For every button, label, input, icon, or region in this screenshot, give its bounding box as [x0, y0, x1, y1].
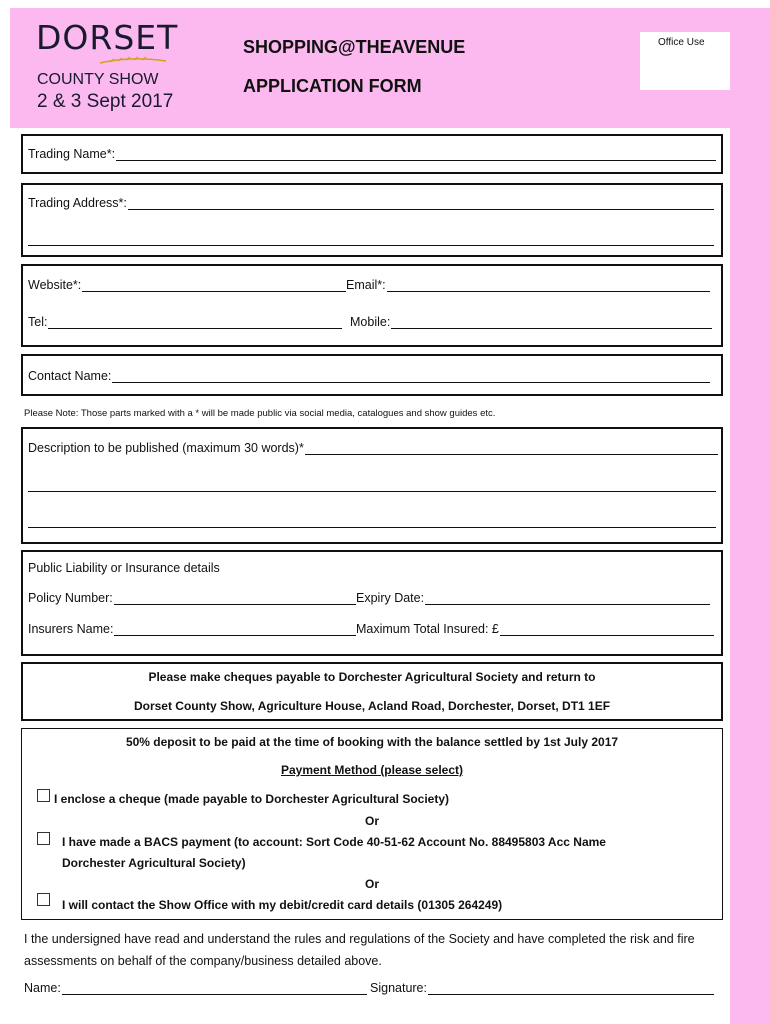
mobile-field[interactable]	[346, 315, 712, 329]
description-field[interactable]	[28, 441, 718, 455]
cheques-line1: Please make cheques payable to Dorchester Agricultural Society and return to	[148, 670, 596, 684]
description-box	[21, 427, 723, 544]
deposit-text: 50% deposit to be paid at the time of booking with the balance settled by 1st July 2017	[125, 735, 619, 749]
website-label: Website*:	[28, 278, 82, 292]
cheques-box	[21, 662, 723, 721]
cheque-checkbox[interactable]	[37, 789, 50, 802]
trading-address-box	[21, 183, 723, 257]
or-separator-2: Or	[364, 877, 379, 891]
policy-number-field[interactable]	[28, 591, 356, 605]
contact-details-box	[21, 264, 723, 347]
wheat-icon	[100, 56, 166, 66]
office-use-box	[640, 32, 730, 90]
payment-method-heading: Payment Method (please select)	[280, 763, 464, 777]
name-label: Name:	[24, 981, 61, 995]
contact-name-box	[21, 354, 723, 396]
trading-name-label: Trading Name*:	[28, 147, 116, 161]
signature-label: Signature:	[370, 981, 427, 995]
trading-address-label: Trading Address*:	[28, 196, 127, 210]
mobile-label: Mobile:	[350, 315, 391, 329]
trading-address-field[interactable]	[28, 196, 714, 210]
expiry-date-field[interactable]	[356, 591, 710, 605]
trading-address-line2[interactable]	[28, 245, 714, 246]
trading-name-box	[21, 134, 723, 174]
bacs-checkbox[interactable]	[37, 832, 50, 845]
option-card: I will contact the Show Office with my debit/credit card details (01305 264249)	[62, 898, 503, 912]
logo-title: DORSET	[36, 18, 179, 57]
tel-label: Tel:	[28, 315, 48, 329]
or-separator-1: Or	[364, 814, 379, 828]
office-use-label: Office Use	[658, 37, 705, 48]
description-label: Description to be published (maximum 30 words)*	[28, 441, 304, 455]
card-checkbox[interactable]	[37, 893, 50, 906]
insurance-box	[21, 550, 723, 656]
option-cheque: I enclose a cheque (made payable to Dorchester Agricultural Society)	[54, 792, 450, 806]
signature-field[interactable]	[370, 981, 714, 995]
policy-number-label: Policy Number:	[28, 591, 113, 605]
expiry-date-label: Expiry Date:	[356, 591, 425, 605]
max-insured-label: Maximum Total Insured: £	[356, 622, 499, 636]
side-stripe	[730, 8, 770, 1024]
trading-name-field[interactable]	[28, 147, 716, 161]
logo-subtitle: COUNTY SHOW	[37, 71, 159, 88]
insurers-name-field[interactable]	[28, 622, 356, 636]
website-field[interactable]	[28, 278, 346, 292]
email-field[interactable]	[346, 278, 710, 292]
option-bacs-line2: Dorchester Agricultural Society)	[62, 856, 246, 870]
form-title-line2: APPLICATION FORM	[243, 76, 422, 96]
contact-name-label: Contact Name:	[28, 369, 112, 383]
cheques-line2: Dorset County Show, Agriculture House, Acland Road, Dorchester, Dorset, DT1 1EF	[133, 699, 611, 713]
name-field[interactable]	[24, 981, 367, 995]
tel-field[interactable]	[28, 315, 342, 329]
insurers-name-label: Insurers Name:	[28, 622, 114, 636]
insurance-heading: Public Liability or Insurance details	[28, 561, 220, 575]
payment-box	[21, 728, 723, 920]
description-line2[interactable]	[28, 491, 716, 492]
description-line3[interactable]	[28, 527, 716, 528]
declaration-text: I the undersigned have read and understand the rules and regulations of the Society and have completed the risk and fire assessments on behalf of the company/business detailed above.	[24, 932, 695, 968]
email-label: Email*:	[346, 278, 386, 292]
form-title-line1: SHOPPING@THEAVENUE	[243, 37, 466, 57]
option-bacs-line1: I have made a BACS payment (to account: Sort Code 40-51-62 Account No. 88495803 Acc Name	[62, 835, 606, 849]
max-insured-field[interactable]	[356, 622, 714, 636]
public-note: Please Note: Those parts marked with a * will be made public via social media, catalogues and show guides etc.	[24, 408, 496, 419]
contact-name-field[interactable]	[28, 369, 710, 383]
logo-dates: 2 & 3 Sept 2017	[37, 91, 174, 112]
